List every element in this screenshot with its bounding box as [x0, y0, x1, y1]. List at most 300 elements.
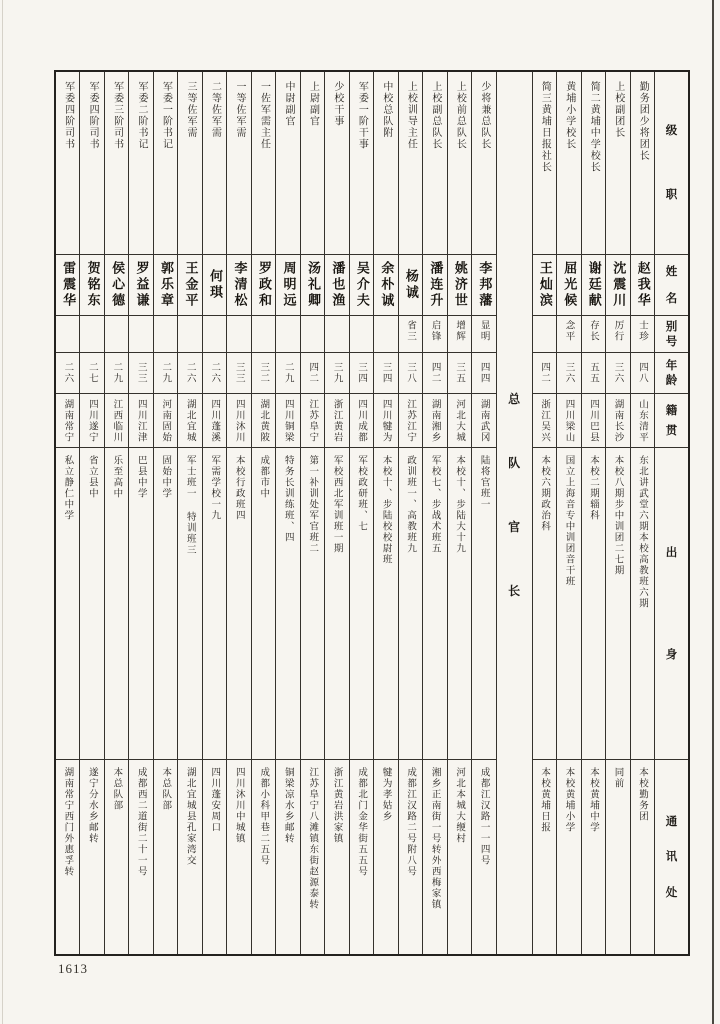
cell-background — [325, 448, 348, 760]
cell-age — [80, 353, 103, 394]
native-text: 四川成都 — [356, 398, 368, 443]
header-alias — [655, 316, 688, 353]
alias-text: 存长 — [588, 320, 600, 343]
cell-alias — [448, 316, 471, 353]
cell-address — [80, 760, 103, 954]
cell-age — [399, 353, 422, 394]
native-text: 湖北黄陂 — [258, 398, 270, 443]
header-char: 出 — [665, 545, 678, 560]
cell-age — [325, 353, 348, 394]
address-text: 同前 — [612, 767, 624, 790]
person-column — [300, 72, 324, 954]
cell-rank — [423, 72, 446, 255]
cell-address — [325, 760, 348, 954]
name-text: 郭乐章 — [158, 261, 174, 310]
cell-address — [631, 760, 654, 954]
cell-background — [606, 448, 629, 760]
background-text: 固始中学 — [160, 455, 172, 500]
cell-background — [472, 448, 495, 760]
cell-rank — [350, 72, 373, 255]
cell-background — [178, 448, 201, 760]
rank-text: 黄埔小学校长 — [563, 81, 575, 150]
name-text: 屈光候 — [561, 261, 577, 310]
header-char: 身 — [665, 646, 678, 661]
name-text: 何琪 — [207, 269, 222, 302]
rank-text: 军委二阶书记 — [136, 81, 148, 150]
alias-text: 念平 — [563, 320, 575, 343]
cell-rank — [105, 72, 128, 255]
address-text: 本校黄埔日报 — [539, 767, 551, 834]
cell-rank — [154, 72, 177, 255]
cell-rank — [606, 72, 629, 255]
cell-alias — [374, 316, 397, 353]
header-background — [655, 448, 688, 760]
person-column — [104, 72, 128, 954]
cell-age — [178, 353, 201, 394]
cell-address — [606, 760, 629, 954]
native-text: 江西临川 — [111, 398, 123, 443]
age-text: 二七 — [86, 362, 98, 385]
name-text: 周明远 — [280, 261, 296, 310]
person-column — [398, 72, 422, 954]
cell-address — [350, 760, 373, 954]
background-text: 本校六期政治科 — [539, 455, 551, 533]
background-text: 本校八期步中训团二七期 — [612, 455, 624, 577]
rank-text: 上尉副官 — [307, 81, 319, 127]
name-text: 侯心德 — [109, 261, 125, 310]
cell-alias — [582, 316, 605, 353]
cell-background — [399, 448, 422, 760]
cell-address — [56, 760, 79, 954]
age-text: 三五 — [454, 362, 466, 385]
cell-native — [374, 394, 397, 448]
rank-text: 军委一阶干事 — [356, 81, 368, 150]
cell-rank — [472, 72, 495, 255]
cell-rank — [129, 72, 152, 255]
alias-text: 增辉 — [454, 320, 466, 343]
name-text: 潘也渔 — [329, 261, 345, 310]
header-char: 通 — [665, 813, 678, 828]
cell-native — [631, 394, 654, 448]
age-text: 三六 — [563, 362, 575, 385]
person-column — [128, 72, 152, 954]
cell-name — [56, 255, 79, 317]
person-column — [79, 72, 103, 954]
cell-address — [227, 760, 250, 954]
header-rank — [655, 72, 688, 255]
rank-text: 简二黄埔中学校长 — [588, 81, 600, 173]
address-text: 遂宁分水乡邮转 — [86, 767, 98, 845]
cell-name — [448, 255, 471, 317]
native-text: 四川梁山 — [563, 398, 575, 443]
address-text: 本校黄埔中学 — [588, 767, 600, 834]
cell-alias — [301, 316, 324, 353]
address-text: 本总队部 — [160, 767, 172, 812]
cell-name — [178, 255, 201, 317]
cell-age — [276, 353, 299, 394]
cell-background — [631, 448, 654, 760]
section-separator-column — [496, 72, 532, 954]
person-column — [471, 72, 495, 954]
native-text: 浙江黄岩 — [331, 398, 343, 443]
address-text: 浙江黄岩洪家镇 — [331, 767, 343, 845]
native-text: 湖南湘乡 — [429, 398, 441, 443]
cell-address — [423, 760, 446, 954]
person-column — [56, 72, 79, 954]
name-text: 赵我华 — [634, 261, 650, 310]
cell-alias — [533, 316, 556, 353]
cell-age — [423, 353, 446, 394]
cell-address — [448, 760, 471, 954]
cell-address — [154, 760, 177, 954]
cell-address — [472, 760, 495, 954]
age-text: 四八 — [637, 362, 648, 385]
background-text: 巴县中学 — [135, 455, 147, 500]
cell-rank — [374, 72, 397, 255]
name-text: 谢廷献 — [585, 261, 601, 310]
background-text: 军校七、步战术班五 — [429, 455, 441, 555]
header-char: 名 — [665, 291, 678, 305]
native-text: 浙江吴兴 — [539, 398, 551, 443]
native-text: 湖南常宁 — [62, 398, 74, 443]
person-column — [226, 72, 250, 954]
cell-background — [203, 448, 226, 760]
age-text: 二六 — [62, 362, 74, 385]
person-column — [581, 72, 605, 954]
cell-native — [557, 394, 580, 448]
native-text: 湖南武冈 — [478, 398, 490, 443]
cell-name — [129, 255, 152, 317]
cell-alias — [227, 316, 250, 353]
cell-rank — [276, 72, 299, 255]
background-text: 东北讲武堂六期本校高教班六期 — [637, 455, 648, 610]
cell-alias — [423, 316, 446, 353]
person-column — [447, 72, 471, 954]
cell-rank — [557, 72, 580, 255]
header-column — [654, 72, 688, 954]
cell-rank — [582, 72, 605, 255]
cell-name — [105, 255, 128, 317]
cell-native — [448, 394, 471, 448]
cell-name — [533, 255, 556, 317]
cell-name — [154, 255, 177, 317]
alias-text: 启锋 — [429, 320, 441, 343]
age-text: 三二 — [258, 362, 270, 385]
cell-native — [227, 394, 250, 448]
cell-name — [276, 255, 299, 317]
cell-alias — [129, 316, 152, 353]
person-column — [153, 72, 177, 954]
cell-alias — [178, 316, 201, 353]
alias-text: 士珍 — [637, 320, 648, 343]
header-char: 处 — [665, 884, 678, 899]
cell-name — [631, 255, 654, 317]
cell-alias — [350, 316, 373, 353]
age-text: 四四 — [478, 362, 490, 385]
cell-native — [399, 394, 422, 448]
cell-rank — [178, 72, 201, 255]
rank-text: 二等佐军需 — [209, 81, 221, 139]
section-separator-char: 官 — [508, 520, 521, 534]
address-text: 湖北宜城县孔家湾交 — [184, 767, 196, 867]
cell-address — [399, 760, 422, 954]
cell-native — [178, 394, 201, 448]
age-text: 二六 — [184, 362, 196, 385]
cell-native — [276, 394, 299, 448]
cell-background — [301, 448, 324, 760]
native-text: 四川遂宁 — [86, 398, 98, 443]
address-text: 成都北门金华街五五号 — [356, 767, 368, 878]
section-separator-label — [508, 393, 520, 597]
section-separator-char: 总 — [508, 392, 521, 406]
cell-background — [276, 448, 299, 760]
header-char: 号 — [665, 333, 678, 348]
cell-rank — [80, 72, 103, 255]
cell-background — [374, 448, 397, 760]
age-text: 五五 — [588, 362, 600, 385]
person-column — [177, 72, 201, 954]
cell-background — [154, 448, 177, 760]
background-text: 军士班一 特训班三 — [184, 455, 196, 556]
background-text: 成都市中 — [258, 455, 270, 500]
cell-native — [203, 394, 226, 448]
person-column — [349, 72, 373, 954]
age-text: 四二 — [429, 362, 441, 385]
cell-address — [533, 760, 556, 954]
rank-text: 军委一阶书记 — [160, 81, 172, 150]
name-text: 雷震华 — [60, 261, 76, 310]
age-text: 四二 — [539, 362, 551, 385]
age-text: 二九 — [160, 362, 172, 385]
cell-native — [472, 394, 495, 448]
header-char: 姓 — [665, 263, 678, 278]
cell-address — [105, 760, 128, 954]
cell-alias — [472, 316, 495, 353]
cell-name — [301, 255, 324, 317]
cell-native — [56, 394, 79, 448]
cell-background — [252, 448, 275, 760]
cell-alias — [557, 316, 580, 353]
native-text: 四川沐川 — [233, 398, 245, 443]
cell-age — [301, 353, 324, 394]
native-text: 湖南长沙 — [612, 398, 624, 443]
name-text: 罗益谦 — [133, 261, 149, 310]
rank-text: 上校训导主任 — [405, 81, 417, 150]
background-text: 国立上海音专中训团音干班 — [563, 455, 575, 588]
cell-age — [582, 353, 605, 394]
header-char: 职 — [665, 186, 678, 201]
cell-age — [374, 353, 397, 394]
cell-name — [203, 255, 226, 317]
cell-background — [350, 448, 373, 760]
cell-native — [80, 394, 103, 448]
rank-text: 简三黄埔日报社长 — [539, 81, 551, 173]
cell-alias — [56, 316, 79, 353]
cell-alias — [154, 316, 177, 353]
address-text: 本总队部 — [111, 767, 123, 812]
cell-address — [252, 760, 275, 954]
cell-address — [557, 760, 580, 954]
address-text: 本校勤务团 — [637, 767, 648, 823]
header-char: 级 — [665, 123, 678, 138]
age-text: 三三 — [233, 362, 245, 385]
cell-rank — [533, 72, 556, 255]
rank-text: 勤务团少将团长 — [637, 81, 649, 162]
cell-age — [227, 353, 250, 394]
rank-text: 一等佐军需 — [233, 81, 245, 139]
name-text: 杨诚 — [402, 269, 418, 302]
cell-age — [606, 353, 629, 394]
rank-text: 三等佐军需 — [185, 81, 197, 139]
cell-background — [423, 448, 446, 760]
age-text: 二六 — [209, 362, 221, 385]
name-text: 贺铭东 — [84, 261, 100, 310]
address-text: 成都江汉路一一四号 — [478, 767, 490, 867]
header-char: 年 — [665, 358, 678, 373]
cell-age — [56, 353, 79, 394]
age-text: 三四 — [356, 362, 368, 385]
cell-age — [533, 353, 556, 394]
cell-background — [448, 448, 471, 760]
native-text: 河北大城 — [454, 398, 466, 443]
cell-rank — [301, 72, 324, 255]
page-number: 1613 — [58, 961, 88, 976]
native-text: 四川蓬溪 — [209, 398, 221, 443]
cell-rank — [56, 72, 79, 255]
header-char: 籍 — [665, 403, 678, 418]
name-text: 王灿滨 — [536, 261, 552, 310]
cell-age — [448, 353, 471, 394]
cell-native — [350, 394, 373, 448]
cell-background — [557, 448, 580, 760]
cell-alias — [631, 316, 654, 353]
name-text: 李邦藩 — [476, 261, 492, 310]
header-name — [655, 255, 688, 317]
cell-background — [533, 448, 556, 760]
background-text: 陆将官班一 — [478, 455, 490, 511]
rank-text: 军委三阶司书 — [111, 81, 123, 150]
address-text: 四川沐川中城镇 — [233, 767, 245, 845]
native-text: 江苏阜宁 — [307, 398, 319, 443]
rank-text: 上校副总队长 — [429, 81, 441, 150]
person-column — [630, 72, 654, 954]
rank-text: 中校总队附 — [380, 81, 392, 139]
person-column — [373, 72, 397, 954]
header-native — [655, 394, 688, 448]
cell-rank — [203, 72, 226, 255]
cell-native — [582, 394, 605, 448]
name-text: 王金平 — [182, 261, 198, 310]
person-column — [251, 72, 275, 954]
cell-background — [227, 448, 250, 760]
name-text: 潘连升 — [427, 261, 443, 310]
background-text: 军校西北军训班一期 — [331, 455, 343, 555]
name-text: 李清松 — [231, 261, 247, 310]
native-text: 四川江津 — [135, 398, 147, 443]
cell-address — [129, 760, 152, 954]
native-text: 四川巴县 — [588, 398, 600, 443]
header-address — [655, 760, 688, 954]
header-age — [655, 353, 688, 394]
cell-name — [557, 255, 580, 317]
cell-name — [325, 255, 348, 317]
background-text: 省立县中 — [86, 455, 98, 500]
cell-address — [178, 760, 201, 954]
address-text: 犍为孝姑乡 — [380, 767, 392, 823]
cell-age — [472, 353, 495, 394]
background-text: 本校行政班四 — [233, 455, 245, 522]
age-text: 三四 — [380, 362, 392, 385]
person-column — [422, 72, 446, 954]
address-text: 成都西二道街二十一号 — [135, 767, 147, 878]
header-char: 龄 — [665, 372, 678, 387]
cell-native — [301, 394, 324, 448]
header-char: 讯 — [665, 849, 678, 864]
cell-native — [154, 394, 177, 448]
cell-name — [423, 255, 446, 317]
cell-age — [557, 353, 580, 394]
header-char: 贯 — [665, 422, 678, 437]
cell-name — [374, 255, 397, 317]
background-text: 政训班一、高教班九 — [405, 455, 417, 555]
age-text: 三九 — [331, 362, 343, 385]
address-text: 江苏阜宁八滩镇东街赵源泰转 — [307, 767, 319, 911]
address-text: 湖南常宁西门外惠孚转 — [62, 767, 74, 878]
background-text: 私立静仁中学 — [62, 455, 74, 522]
address-text: 成都小科甲巷二五号 — [258, 767, 270, 867]
alias-text: 显明 — [478, 320, 490, 343]
cell-name — [252, 255, 275, 317]
cell-native — [606, 394, 629, 448]
cell-alias — [105, 316, 128, 353]
background-text: 特务长训练班、四 — [282, 455, 294, 544]
name-text: 姚济世 — [451, 261, 467, 310]
cell-address — [374, 760, 397, 954]
address-text: 湘乡正南街一号转外西梅家镇 — [429, 767, 441, 911]
cell-alias — [276, 316, 299, 353]
cell-background — [129, 448, 152, 760]
cell-alias — [325, 316, 348, 353]
native-text: 山东清平 — [637, 398, 648, 443]
cell-alias — [399, 316, 422, 353]
native-text: 四川铜梁 — [282, 398, 294, 443]
person-column — [556, 72, 580, 954]
name-text: 沈震川 — [610, 261, 626, 310]
section-separator-char: 队 — [508, 456, 521, 470]
native-text: 四川犍为 — [380, 398, 392, 443]
cell-background — [80, 448, 103, 760]
cell-name — [582, 255, 605, 317]
native-text: 湖北宜城 — [184, 398, 196, 443]
cell-native — [533, 394, 556, 448]
person-column — [275, 72, 299, 954]
address-text: 本校黄埔小学 — [563, 767, 575, 834]
cell-name — [472, 255, 495, 317]
name-text: 余朴诚 — [378, 261, 394, 310]
person-column — [202, 72, 226, 954]
cell-rank — [325, 72, 348, 255]
alias-text: 厉行 — [612, 320, 624, 343]
cell-background — [105, 448, 128, 760]
rank-text: 军委四阶司书 — [87, 81, 99, 150]
cell-rank — [399, 72, 422, 255]
cell-address — [203, 760, 226, 954]
address-text: 河北本城大缏村 — [454, 767, 466, 845]
rank-text: 少校干事 — [331, 81, 343, 127]
address-text: 铜梁凉水乡邮转 — [282, 767, 294, 845]
rank-text: 一佐军需主任 — [258, 81, 270, 150]
cell-native — [105, 394, 128, 448]
